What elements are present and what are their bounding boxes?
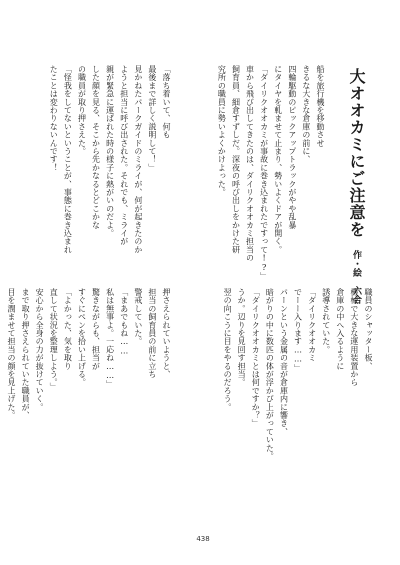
text-line: 誘導されていた。 [321, 288, 331, 354]
text-block-bottom-right [189, 288, 375, 518]
text-line: 暗がりの中に数匹の体が浮かび上がっていた。 [265, 288, 275, 461]
text-line: 私は無事よ。一応ね……」 [105, 288, 115, 389]
text-line: 親が緊急に運ばれた時の様子に熱がいのだよ。 [105, 65, 115, 238]
text-line: 倉庫の中へ入るように [335, 288, 345, 370]
text-line: 「まあでもね…… [119, 288, 129, 356]
text-line: にタイヤを軋ませて止まり、勢いよくドアが開く。 [273, 65, 283, 254]
text-line: すぐにペンを拾い上げる。 [77, 288, 87, 387]
text-line: 押さえられていようと、 [162, 288, 171, 379]
text-block-bottom-left [6, 288, 173, 518]
text-line: きるな大きな倉庫の前に、 [301, 65, 311, 164]
text-line: 「よかった、気を取り [63, 288, 73, 370]
text-line: の職員が取り押さえた。 [77, 65, 87, 156]
text-line: 「怪我をしてないということが、事態に巻き込まれ [63, 65, 73, 254]
text-line: 目を潤ませて担当の顔を見上げた。 [6, 288, 16, 420]
text-line: 職員のシャッター板、 [364, 288, 373, 370]
text-line: たことは変わりないんです！ [49, 65, 59, 172]
text-line: でーー入ります……」 [293, 288, 303, 372]
text-line: 安心から全身の力が抜けていく。 [35, 288, 45, 411]
text-line: パーンという金属の音が倉庫内に響き、 [279, 288, 289, 436]
page-number: 438 [196, 535, 210, 543]
text-line: まで取り押さえられていた職員が、 [21, 288, 31, 420]
article-title: 大オオカミにご注意を [347, 68, 366, 238]
text-line: 車から飛び出してきたのは、ダイリクオオカミ担当の [245, 65, 255, 262]
article-author: 作・絵 六合 [351, 250, 361, 304]
text-line: 船を旅行機を移動させ [316, 65, 325, 147]
text-block-top-right [189, 65, 327, 290]
text-line: 警戒していた。 [133, 288, 143, 346]
text-line: 機械で大きな運用装置から [349, 288, 359, 387]
text-line: ようと担当に呼び出された。それでも、ミライが [119, 65, 129, 246]
text-block-top-left [33, 65, 173, 290]
text-line: 翌の向こうに目をやるのだろう。 [223, 288, 233, 411]
text-line: うか。辺りを見回す担当。 [237, 288, 247, 387]
text-line: 直して状況を整理しよう。」 [49, 288, 59, 391]
text-line: した顔を見る、そこから先かなるとどこかな [91, 65, 101, 229]
text-line: 「ダイリクオオカミ [307, 288, 317, 362]
text-line: 飼育員、細倉すずしだ。深夜の呼び出しをかけた研 [231, 65, 241, 254]
text-line: 見かねたパークガイドのミライが、何が起きたのか [133, 65, 143, 254]
text-line: 「ダイリクオオカミが事故に巻き込まれたですって!?」 [259, 65, 269, 281]
text-line: 驚きながらも、担当が [91, 288, 101, 370]
text-line: 究所の職員に勢いよくかけよった。 [217, 65, 227, 197]
text-line: 「落ち着いて、何も [162, 65, 171, 139]
text-line: 四輪駆動のピックアップトラックがやや乱暴 [287, 65, 297, 229]
text-line: 最後まで詳しく説明して！」 [147, 65, 157, 172]
text-line: 担当の飼育員の前に立ち [147, 288, 157, 379]
text-line: 「ダイリクオオカミとは何ですか？」 [251, 288, 261, 428]
